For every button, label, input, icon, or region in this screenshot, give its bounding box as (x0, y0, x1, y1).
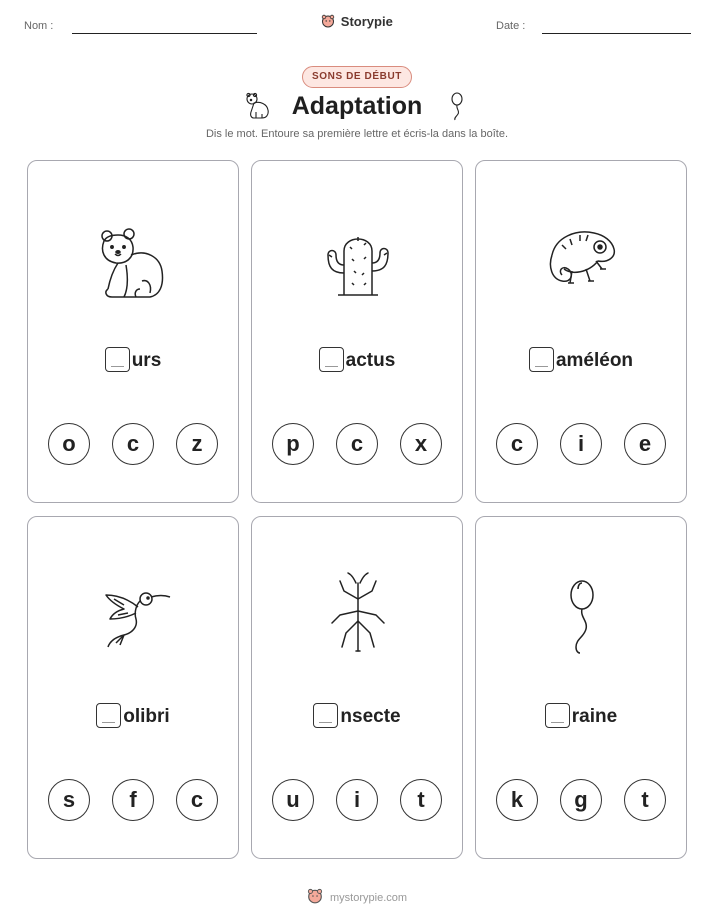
letter-option[interactable]: c (496, 423, 538, 465)
word-prompt (252, 347, 462, 372)
letter-box[interactable] (545, 703, 570, 728)
stick-insect-icon (318, 571, 398, 661)
letter-option[interactable]: c (176, 779, 218, 821)
word-ending: nsecte (340, 706, 401, 727)
letter-option[interactable]: c (336, 423, 378, 465)
word-ending: urs (131, 350, 162, 371)
seed-icon (442, 90, 474, 122)
letter-option[interactable]: o (48, 423, 90, 465)
word-prompt (476, 347, 686, 372)
letter-option[interactable]: e (624, 423, 666, 465)
letter-box[interactable] (529, 347, 554, 372)
letter-option[interactable]: x (400, 423, 442, 465)
word-ending: raine (571, 706, 618, 727)
letter-option[interactable]: t (624, 779, 666, 821)
word-card (251, 516, 463, 859)
name-label: Nom : (24, 20, 54, 32)
letter-option[interactable]: c (112, 423, 154, 465)
letter-option[interactable]: t (400, 779, 442, 821)
date-label: Date : (496, 20, 526, 32)
letter-box[interactable] (96, 703, 121, 728)
word-card (475, 160, 687, 503)
instructions: Dis le mot. Entoure sa première lettre et écris-la dans la boîte. (205, 128, 509, 140)
category-badge: SONS DE DÉBUT (302, 66, 412, 88)
word-ending: actus (345, 350, 396, 371)
letter-option[interactable]: f (112, 779, 154, 821)
footer (0, 888, 714, 904)
storypie-logo-icon (307, 888, 323, 904)
letter-option[interactable]: u (272, 779, 314, 821)
word-card (27, 160, 239, 503)
polar-bear-icon (94, 215, 174, 305)
letter-box[interactable] (313, 703, 338, 728)
letter-option[interactable]: z (176, 423, 218, 465)
word-ending: améléon (555, 350, 634, 371)
word-prompt (28, 347, 238, 372)
letter-option[interactable]: g (560, 779, 602, 821)
brand-name: Storypie (340, 14, 393, 29)
word-card (475, 516, 687, 859)
page-title: Adaptation (291, 92, 423, 120)
word-prompt (476, 703, 686, 728)
letter-box[interactable] (319, 347, 344, 372)
word-prompt (252, 703, 462, 728)
brand (0, 14, 714, 29)
letter-option[interactable]: p (272, 423, 314, 465)
chameleon-icon (542, 215, 622, 305)
letter-option[interactable]: k (496, 779, 538, 821)
letter-option[interactable]: s (48, 779, 90, 821)
name-field[interactable] (72, 33, 257, 34)
word-ending: olibri (123, 706, 170, 727)
footer-url[interactable]: mystorypie.com (330, 892, 408, 904)
word-card (251, 160, 463, 503)
cactus-icon (318, 215, 398, 305)
hummingbird-icon (94, 571, 174, 661)
date-field[interactable] (542, 33, 691, 34)
storypie-logo-icon (321, 14, 335, 28)
seed-icon (542, 571, 622, 661)
letter-option[interactable]: i (336, 779, 378, 821)
word-prompt (28, 703, 238, 728)
word-card (27, 516, 239, 859)
letter-option[interactable]: i (560, 423, 602, 465)
letter-box[interactable] (105, 347, 130, 372)
